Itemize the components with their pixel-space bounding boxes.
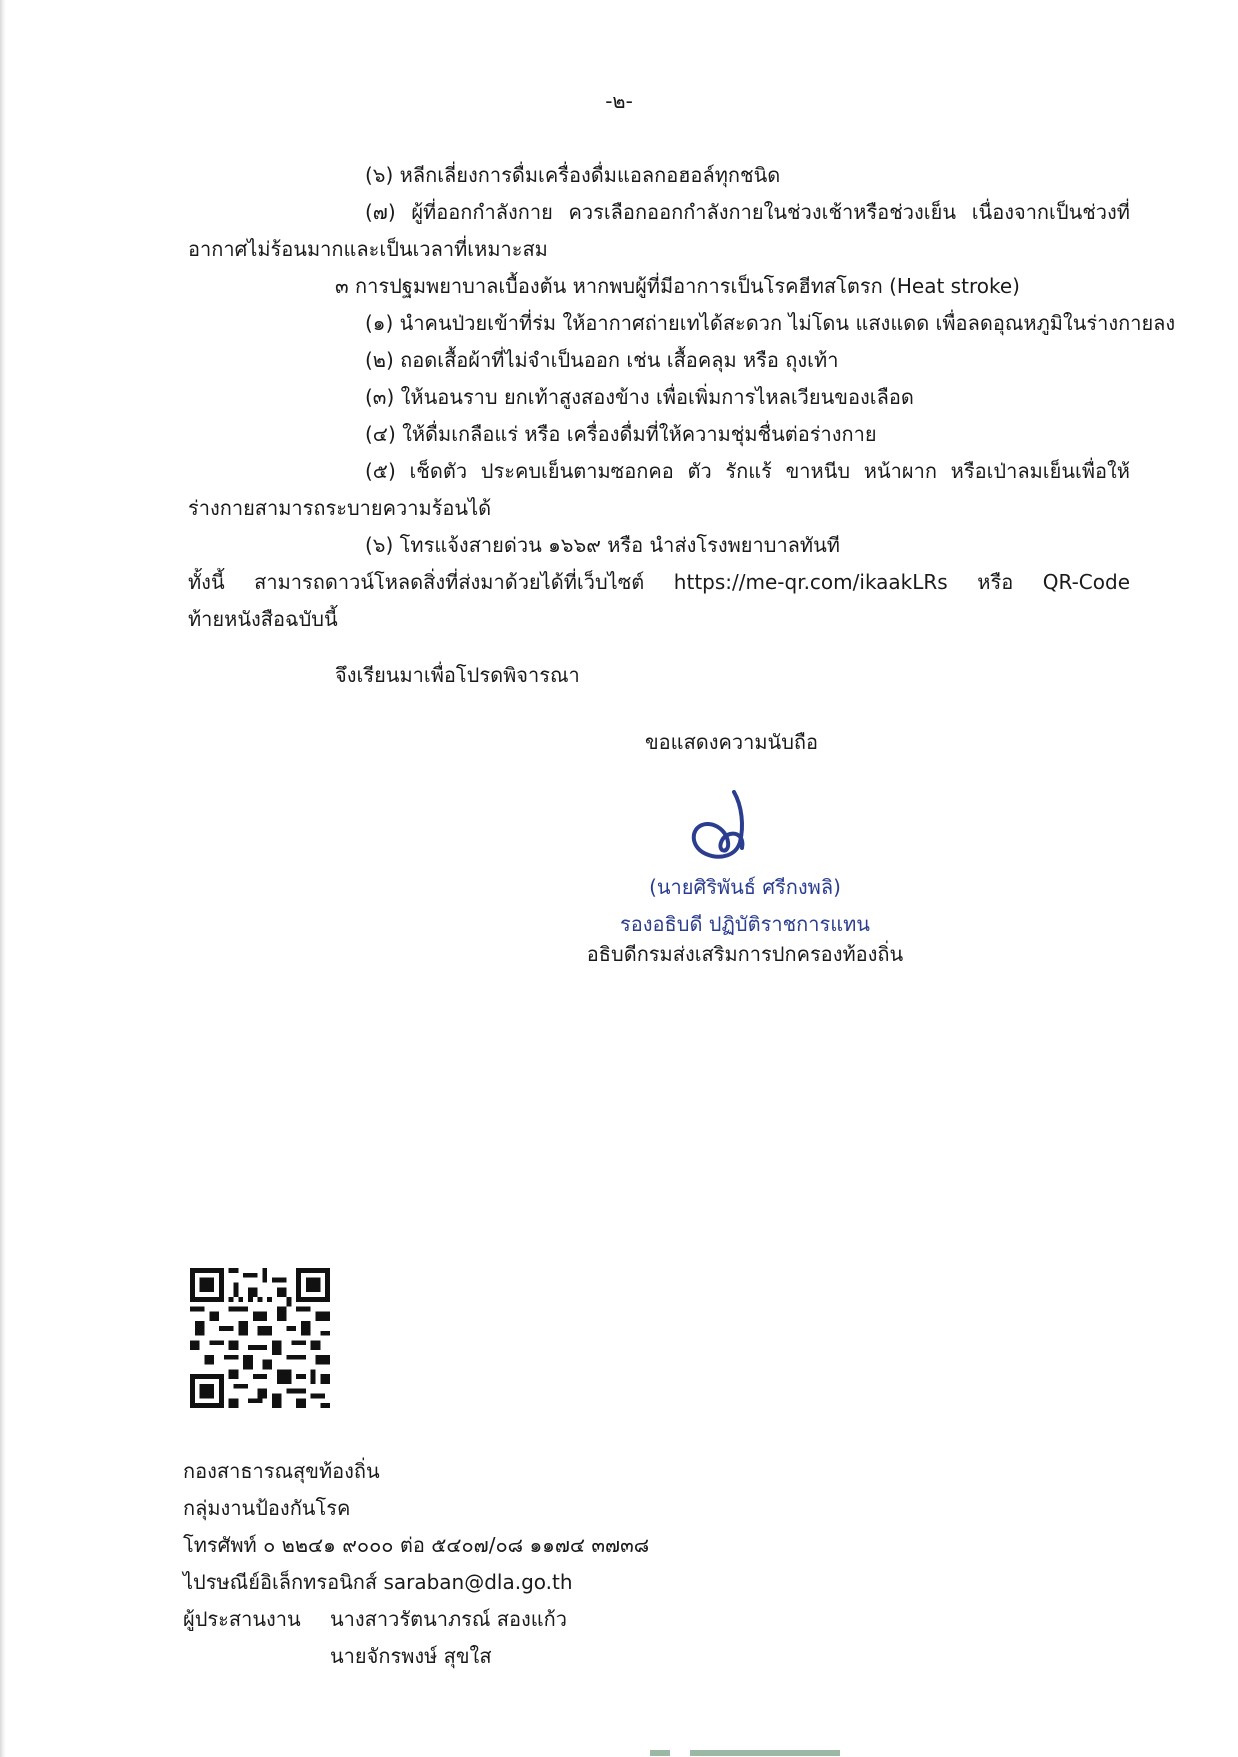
footer-phone: โทรศัพท์ ๐ ๒๒๔๑ ๙๐๐๐ ต่อ ๕๔๐๗/๐๘ ๑๑๗๔ ๓๗๓๘: [183, 1533, 650, 1557]
first-aid-item-5-cont: ร่างกายสามารถระบายความร้อนได้: [188, 496, 492, 520]
signature-icon: [682, 786, 762, 866]
download-line-cont: ท้ายหนังสือฉบับนี้: [188, 607, 338, 631]
request-line: จึงเรียนมาเพื่อโปรดพิจารณา: [335, 663, 580, 687]
footer-group: กลุ่มงานป้องกันโรค: [183, 1496, 351, 1520]
scan-mark: [690, 1750, 840, 1756]
footer-coordinator-1: นางสาวรัตนาภรณ์ สองแก้ว: [330, 1607, 568, 1631]
list-item-exercise-cont: อากาศไม่ร้อนมากและเป็นเวลาที่เหมาะสม: [188, 237, 548, 261]
footer-division: กองสาธารณสุขท้องถิ่น: [183, 1459, 380, 1483]
signer-role: รองอธิบดี ปฏิบัติราชการแทน: [620, 912, 870, 936]
page-number: -๒-: [605, 89, 633, 113]
list-item-exercise: (๗) ผู้ที่ออกกำลังกาย ควรเลือกออกกำลังกายในช่วงเช้าหรือช่วงเย็น เนื่องจากเป็นช่วงที่: [365, 200, 1130, 224]
signer-name: (นายศิริพันธ์ ศรีกงพลิ): [649, 875, 841, 899]
download-line: ทั้งนี้ สามารถดาวน์โหลดสิ่งที่ส่งมาด้วยได้ที่เว็บไซต์ https://me-qr.com/ikaakLRs หรือ QR-Code: [188, 570, 1130, 594]
scan-mark: [650, 1750, 670, 1756]
footer-email: ไปรษณีย์อิเล็กทรอนิกส์ saraban@dla.go.th: [183, 1570, 573, 1594]
list-item-avoid-alcohol: (๖) หลีกเลี่ยงการดื่มเครื่องดื่มแอลกอฮอล์ทุกชนิด: [365, 163, 781, 187]
footer-coordinator-label: ผู้ประสานงาน: [183, 1607, 301, 1631]
footer-coordinator-2: นายจักรพงษ์ สุขใส: [330, 1644, 492, 1668]
first-aid-item-5: (๕) เช็ดตัว ประคบเย็นตามซอกคอ ตัว รักแร้ ขาหนีบ หน้าผาก หรือเป่าลมเย็นเพื่อให้: [365, 459, 1130, 483]
signer-organization: อธิบดีกรมส่งเสริมการปกครองท้องถิ่น: [586, 942, 904, 966]
signature-block: [520, 872, 970, 969]
first-aid-item-2: (๒) ถอดเสื้อผ้าที่ไม่จำเป็นออก เช่น เสื้อคลุม หรือ ถุงเท้า: [365, 348, 839, 372]
qr-code-icon: [190, 1268, 330, 1408]
scan-edge: [0, 0, 6, 1757]
first-aid-item-4: (๔) ให้ดื่มเกลือแร่ หรือ เครื่องดื่มที่ให้ความชุ่มชื่นต่อร่างกาย: [365, 422, 877, 446]
first-aid-item-3: (๓) ให้นอนราบ ยกเท้าสูงสองข้าง เพื่อเพิ่มการไหลเวียนของเลือด: [365, 385, 914, 409]
first-aid-item-6: (๖) โทรแจ้งสายด่วน ๑๖๖๙ หรือ นำส่งโรงพยาบาลทันที: [365, 533, 840, 557]
section-heading-first-aid: ๓ การปฐมพยาบาลเบื้องต้น หากพบผู้ที่มีอาการเป็นโรคฮีทสโตรก (Heat stroke): [335, 274, 1020, 298]
closing-line: ขอแสดงความนับถือ: [645, 730, 819, 754]
first-aid-item-1: (๑) นำคนป่วยเข้าที่ร่ม ให้อากาศถ่ายเทได้สะดวก ไม่โดน แสงแดด เพื่อลดอุณหภูมิในร่างกายลง: [365, 311, 1176, 335]
